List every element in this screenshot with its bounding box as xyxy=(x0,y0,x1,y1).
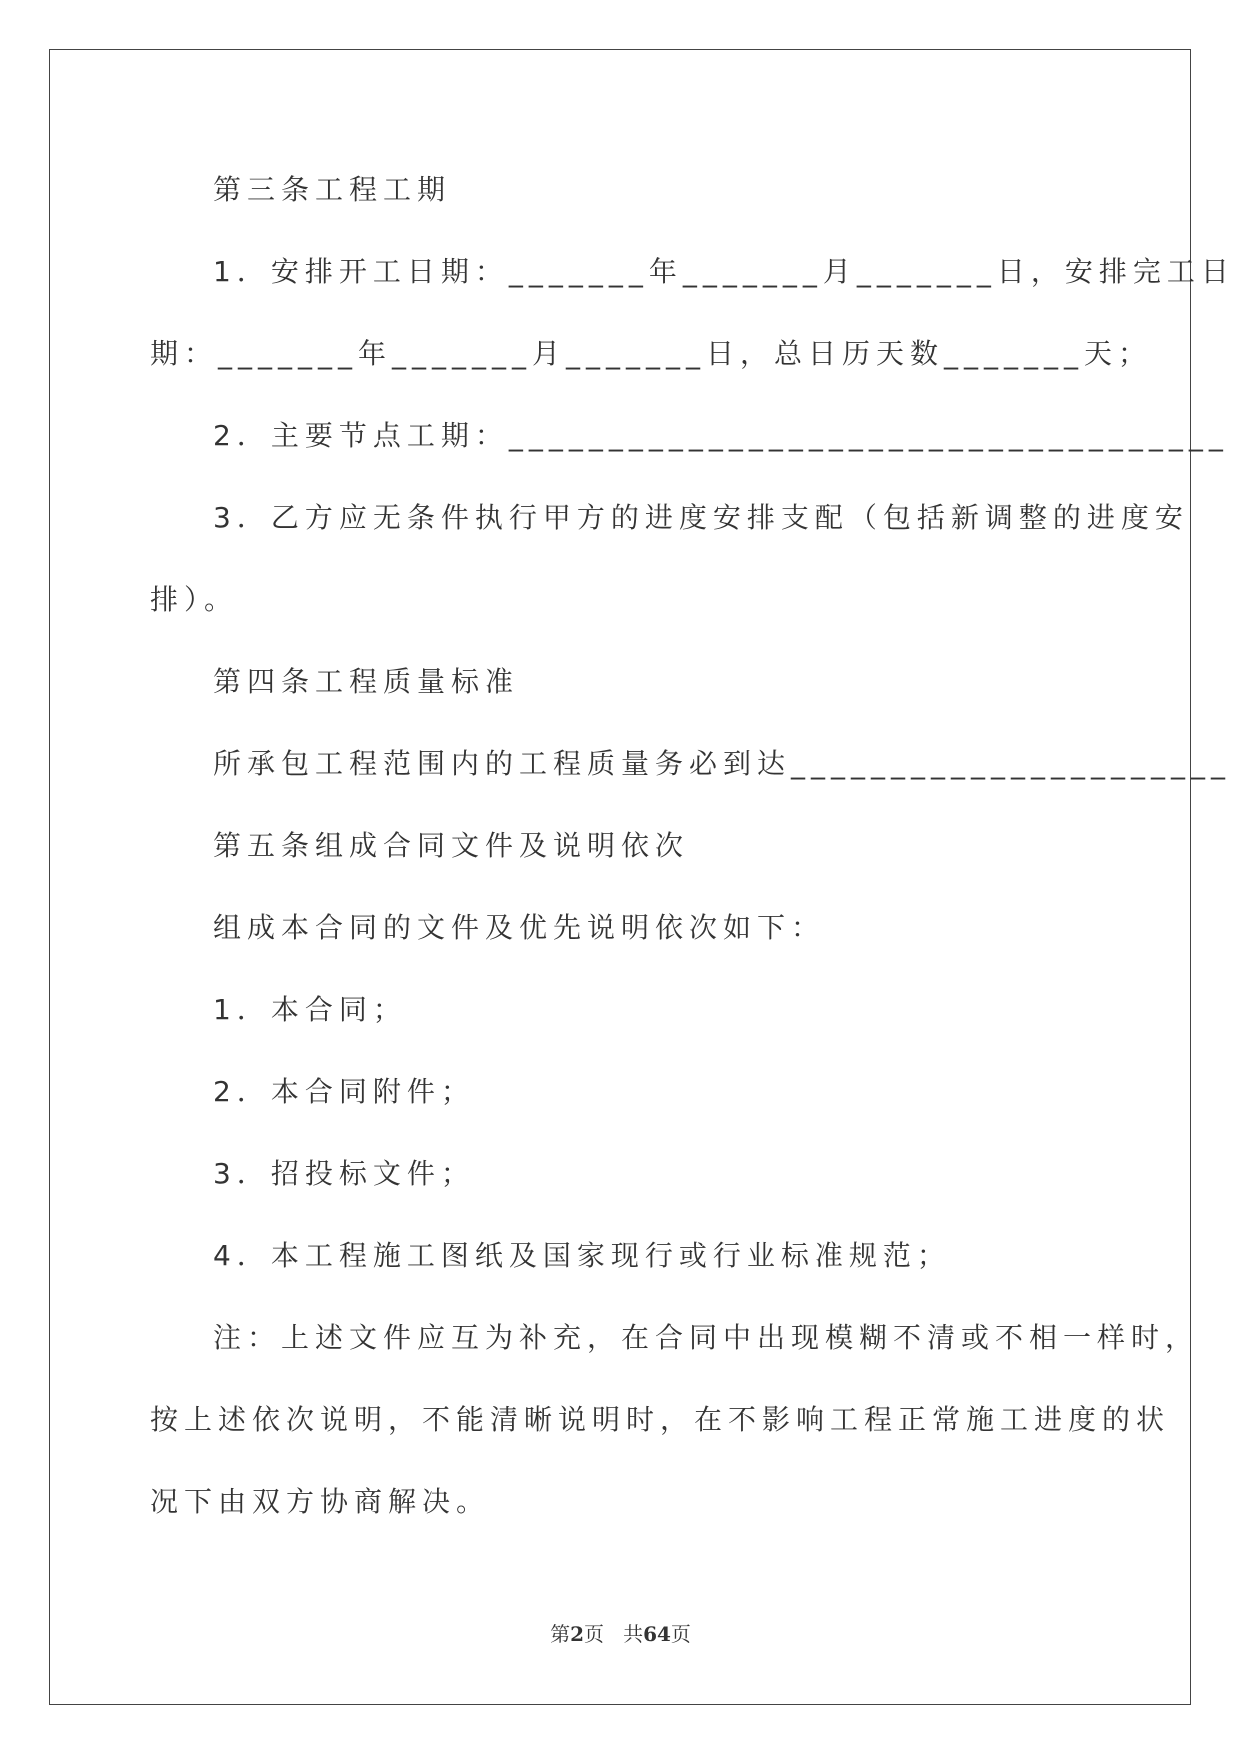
footer-page-unit: 页 xyxy=(584,1622,604,1646)
note-paragraph: 按上述依次说明，不能清晰说明时，在不影响工程正常施工进度的状 xyxy=(150,1403,1171,1436)
list-item: 3．招投标文件； xyxy=(213,1157,475,1190)
paragraph: 1．安排开工日期：_______年_______月_______日，安排完工日 xyxy=(213,255,1235,288)
footer-total-unit: 页 xyxy=(670,1622,691,1646)
section-heading-4: 第四条工程质量标准 xyxy=(213,665,520,698)
paragraph: 2．主要节点工期：____________________________________ xyxy=(213,419,1229,452)
list-item: 4．本工程施工图纸及国家现行或行业标准规范； xyxy=(213,1239,951,1272)
note-paragraph: 注：上述文件应互为补充，在合同中出现模糊不清或不相一样时， xyxy=(213,1321,1200,1354)
total-page-count: 64 xyxy=(643,1622,671,1646)
paragraph: 期：_______年_______月_______日，总日历天数_______天； xyxy=(150,337,1153,370)
list-item: 2．本合同附件； xyxy=(213,1075,475,1108)
page-border xyxy=(49,49,1191,1705)
page-footer xyxy=(0,1618,1241,1647)
list-item: 1．本合同； xyxy=(213,993,407,1026)
paragraph: 排）。 xyxy=(150,583,239,616)
section-heading-3: 第三条工程工期 xyxy=(213,173,452,206)
paragraph: 组成本合同的文件及优先说明依次如下： xyxy=(213,911,826,944)
current-page-number: 2 xyxy=(570,1622,584,1646)
footer-prefix: 第 xyxy=(550,1622,571,1646)
footer-total-prefix: 共 xyxy=(623,1622,644,1646)
note-paragraph: 况下由双方协商解决。 xyxy=(150,1485,491,1518)
paragraph: 所承包工程范围内的工程质量务必到达______________________ xyxy=(213,747,1232,780)
paragraph: 3．乙方应无条件执行甲方的进度安排支配（包括新调整的进度安 xyxy=(213,501,1189,534)
section-heading-5: 第五条组成合同文件及说明依次 xyxy=(213,829,690,862)
